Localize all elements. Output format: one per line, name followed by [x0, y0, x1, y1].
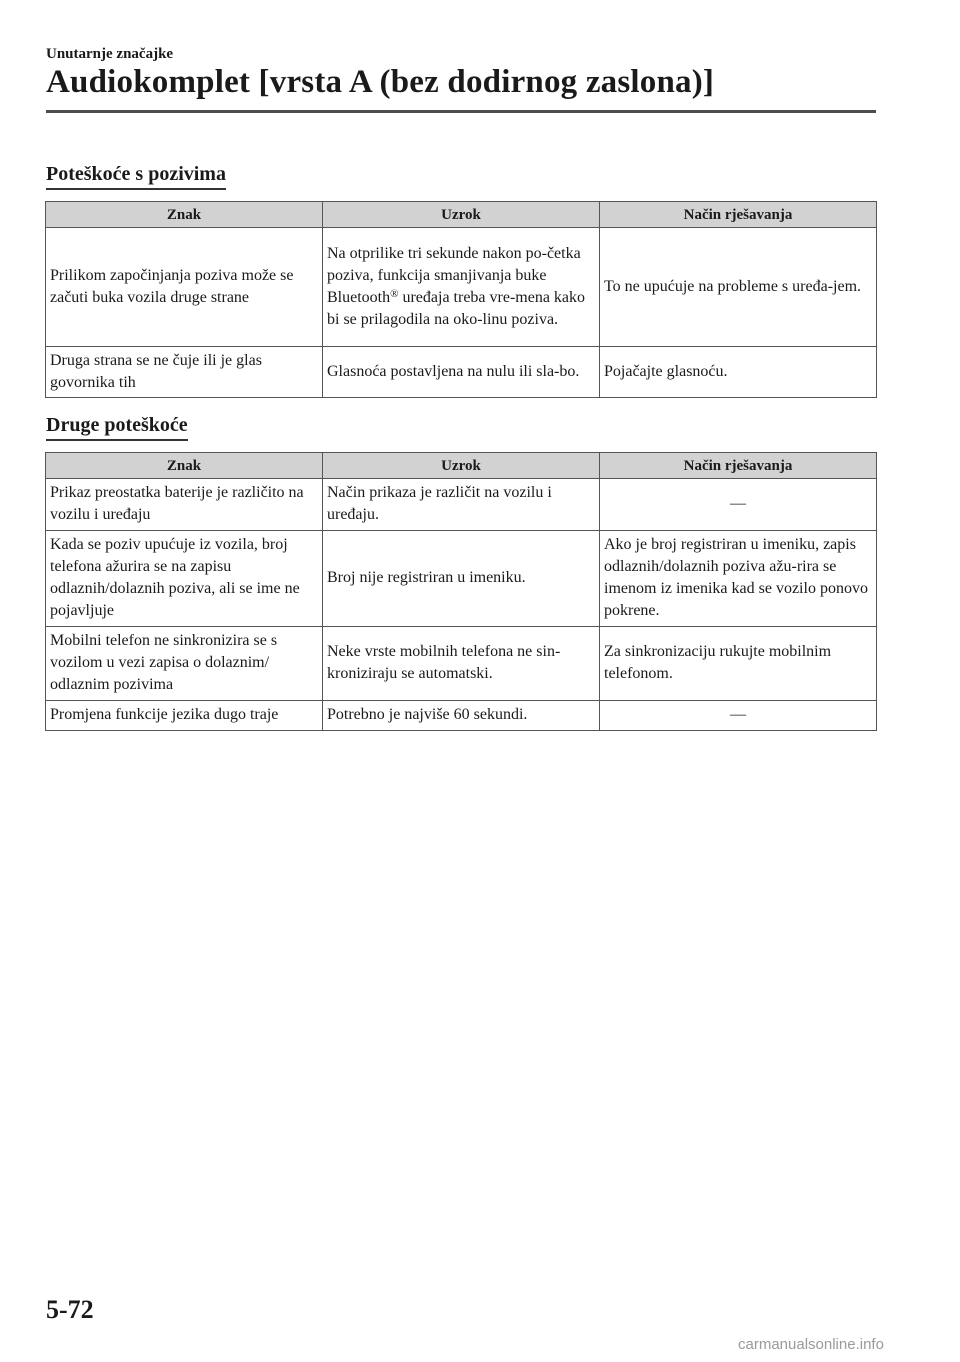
cause-cell: Način prikaza je različit na vozilu i uređaju. — [323, 479, 600, 531]
solution-cell: — — [600, 479, 877, 531]
solution-cell: To ne upućuje na probleme s uređa-jem. — [600, 228, 877, 347]
table-row — [46, 627, 877, 701]
cause-cell: Broj nije registriran u imeniku. — [323, 531, 600, 627]
column-header: Način rješavanja — [600, 202, 877, 228]
solution-cell: Pojačajte glasnoću. — [600, 347, 877, 398]
cause-cell: Neke vrste mobilnih telefona ne sin-kroniziraju se automatski. — [323, 627, 600, 701]
title-divider — [46, 110, 876, 113]
section-heading-call-problems: Poteškoće s pozivima — [46, 163, 226, 190]
cause-text-continued: uređaja treba vre-mena kako bi se prilagodila na oko-linu poziva. — [327, 288, 586, 328]
chapter-label: Unutarnje značajke — [46, 46, 174, 62]
symptom-cell: Kada se poziv upućuje iz vozila, broj telefona ažurira se na zapisu odlaznih/dolaznih poziva, ali se ime ne pojavljuje — [46, 531, 323, 627]
watermark-text: carmanualsonline.info — [738, 1336, 884, 1353]
cause-text: Na otprilike tri sekunde nakon po-četka poziva, funkcija smanjivanja buke Bluetooth — [327, 244, 581, 306]
symptom-cell: Promjena funkcije jezika dugo traje — [46, 701, 323, 731]
table-header-row — [46, 453, 877, 479]
solution-cell: Ako je broj registriran u imeniku, zapis odlaznih/dolaznih poziva ažu-rira se imenom iz imenika kad se vozilo ponovo pokrene. — [600, 531, 877, 627]
column-header: Znak — [46, 453, 323, 479]
symptom-cell: Mobilni telefon ne sinkronizira se s vozilom u vezi zapisa o dolaznim/ odlaznim pozivima — [46, 627, 323, 701]
symptom-cell: Prilikom započinjanja poziva može se začuti buka vozila druge strane — [46, 228, 323, 347]
cause-cell: Potrebno je najviše 60 sekundi. — [323, 701, 600, 731]
cause-cell: Glasnoća postavljena na nulu ili sla-bo. — [323, 347, 600, 398]
column-header: Uzrok — [323, 453, 600, 479]
page-title: Audiokomplet [vrsta A (bez dodirnog zaslona)] — [46, 64, 715, 100]
section-heading-other-problems: Druge poteškoće — [46, 414, 188, 441]
table-row — [46, 228, 877, 347]
table-row — [46, 347, 877, 398]
column-header: Način rješavanja — [600, 453, 877, 479]
table-header-row — [46, 202, 877, 228]
solution-cell: — — [600, 701, 877, 731]
table-row — [46, 531, 877, 627]
page-number: 5-72 — [46, 1295, 94, 1324]
column-header: Uzrok — [323, 202, 600, 228]
table-row — [46, 701, 877, 731]
column-header: Znak — [46, 202, 323, 228]
symptom-cell: Prikaz preostatka baterije je različito na vozilu i uređaju — [46, 479, 323, 531]
call-problems-table — [45, 201, 877, 398]
registered-trademark-mark: ® — [390, 287, 399, 300]
other-problems-table — [45, 452, 877, 731]
table-row — [46, 479, 877, 531]
symptom-cell: Druga strana se ne čuje ili je glas govornika tih — [46, 347, 323, 398]
cause-cell — [323, 228, 600, 347]
solution-cell: Za sinkronizaciju rukujte mobilnim telefonom. — [600, 627, 877, 701]
